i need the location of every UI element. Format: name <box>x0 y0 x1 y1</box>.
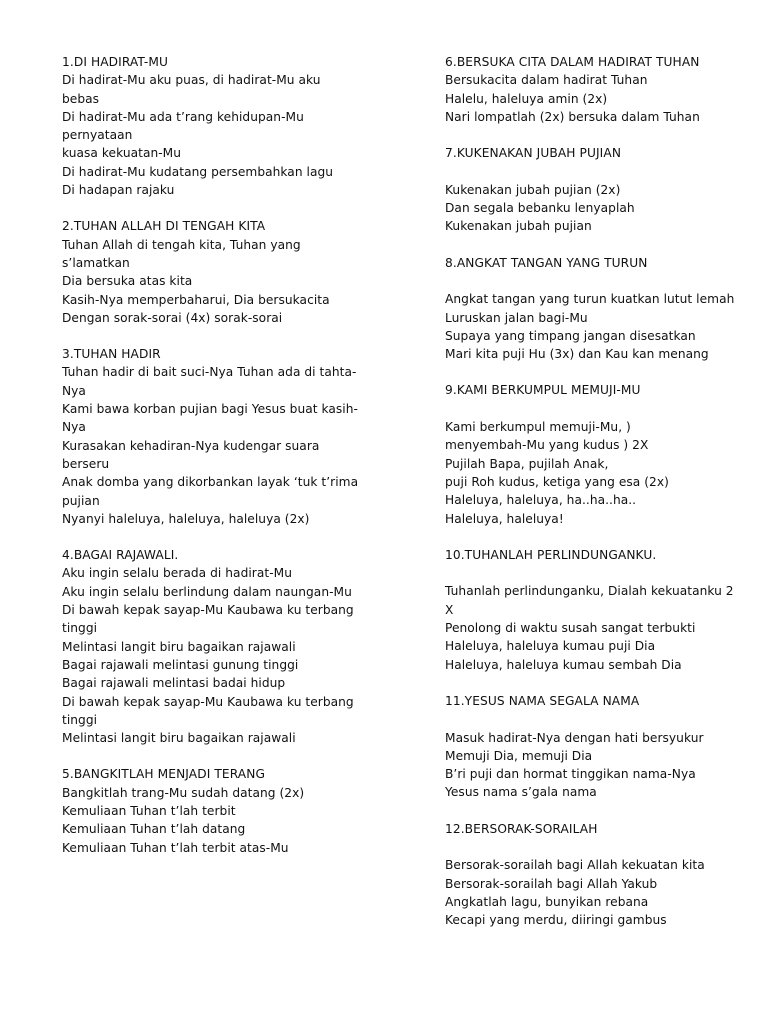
lyric-line: Di hadirat-Mu ada t’rang kehidupan-Mu <box>62 109 304 124</box>
lyric-line: Kemuliaan Tuhan t’lah terbit <box>62 803 236 818</box>
song-lyrics <box>62 71 382 199</box>
lyric-line: Haleluya, haleluya kumau puji Dia <box>445 639 656 654</box>
lyric-line: kuasa kekuatan-Mu <box>62 146 182 161</box>
song-title: 6.BERSUKA CITA DALAM HADIRAT TUHAN <box>445 55 700 69</box>
song-lyrics <box>62 236 382 327</box>
lyric-line: Kukenakan jubah pujian (2x) <box>445 182 621 197</box>
song-block <box>62 546 382 747</box>
song-title: 4.BAGAI RAJAWALI. <box>62 548 179 563</box>
song-title: 9.KAMI BERKUMPUL MEMUJI-MU <box>445 383 641 398</box>
song-title: 1.DI HADIRAT-MU <box>62 55 168 69</box>
lyric-line: X <box>445 602 454 617</box>
song-title: 3.TUHAN HADIR <box>62 347 161 362</box>
lyric-line: Tuhan hadir di bait suci-Nya Tuhan ada di tahta- <box>62 365 357 380</box>
song-lyrics <box>445 582 745 673</box>
song-title: 7.KUKENAKAN JUBAH PUJIAN <box>445 146 622 161</box>
song-block <box>62 765 382 856</box>
lyric-line: Kami berkumpul memuji-Mu, ) <box>445 420 631 435</box>
lyric-line: Penolong di waktu susah sangat terbukti <box>445 621 696 636</box>
lyric-line: Haleluya, haleluya! <box>445 511 564 526</box>
song-block <box>445 820 745 930</box>
lyric-line: Bangkitlah trang-Mu sudah datang (2x) <box>62 785 305 800</box>
song-lyrics <box>62 363 382 528</box>
lyric-line: Supaya yang timpang jangan disesatkan <box>445 328 696 343</box>
lyric-line: Tuhanlah perlindunganku, Dialah kekuatanku 2 <box>445 584 734 599</box>
song-block <box>445 53 745 126</box>
song-block <box>445 546 745 674</box>
lyric-line: Memuji Dia, memuji Dia <box>445 748 593 763</box>
song-block <box>445 692 745 802</box>
lyric-line: pujian <box>62 493 100 508</box>
song-title: 5.BANGKITLAH MENJADI TERANG <box>62 767 265 782</box>
lyric-line: Mari kita puji Hu (3x) dan Kau kan menang <box>445 347 709 362</box>
song-title: 8.ANGKAT TANGAN YANG TURUN <box>445 255 648 270</box>
lyric-line: Kami bawa korban pujian bagi Yesus buat kasih- <box>62 402 358 417</box>
song-title: 10.TUHANLAH PERLINDUNGANKU. <box>445 547 657 562</box>
song-lyrics <box>62 564 382 747</box>
lyric-line: Di hadapan rajaku <box>62 183 175 198</box>
lyric-line: bebas <box>62 91 100 106</box>
lyric-line: Aku ingin selalu berada di hadirat-Mu <box>62 566 292 581</box>
lyric-line: pernyataan <box>62 128 133 143</box>
song-lyrics <box>445 71 745 126</box>
lyric-line: Kurasakan kehadiran-Nya kudengar suara <box>62 438 320 453</box>
song-block <box>445 381 745 527</box>
song-title: 12.BERSORAK-SORAILAH <box>445 821 598 836</box>
lyric-line: Bagai rajawali melintasi badai hidup <box>62 676 286 691</box>
lyric-line: tinggi <box>62 712 98 727</box>
lyric-line: Angkat tangan yang turun kuatkan lutut lemah <box>445 292 735 307</box>
left-column <box>62 53 382 875</box>
song-lyrics <box>445 418 745 528</box>
lyric-line: Masuk hadirat-Nya dengan hati bersyukur <box>445 730 704 745</box>
lyric-line: Kemuliaan Tuhan t’lah datang <box>62 822 246 837</box>
lyric-line: Dia bersuka atas kita <box>62 274 193 289</box>
song-block <box>62 53 382 199</box>
song-title: 11.YESUS NAMA SEGALA NAMA <box>445 693 640 708</box>
lyric-line: Anak domba yang dikorbankan layak ‘tuk t’rima <box>62 475 359 490</box>
lyric-line: Bagai rajawali melintasi gunung tinggi <box>62 657 299 672</box>
song-block <box>445 144 745 235</box>
song-lyrics <box>445 181 745 236</box>
lyric-line: Kukenakan jubah pujian <box>445 219 592 234</box>
song-block <box>62 217 382 327</box>
lyric-line: Halelu, haleluya amin (2x) <box>445 91 608 106</box>
song-lyrics <box>62 784 382 857</box>
lyric-line: Pujilah Bapa, pujilah Anak, <box>445 456 609 471</box>
lyric-line: s’lamatkan <box>62 255 130 270</box>
lyric-line: Kemuliaan Tuhan t’lah terbit atas-Mu <box>62 840 289 855</box>
song-lyrics <box>445 729 745 802</box>
lyric-line: puji Roh kudus, ketiga yang esa (2x) <box>445 474 669 489</box>
lyric-line: Melintasi langit biru bagaikan rajawali <box>62 731 296 746</box>
lyric-line: Angkatlah lagu, bunyikan rebana <box>445 894 649 909</box>
right-column <box>445 53 745 947</box>
lyric-line: Di hadirat-Mu aku puas, di hadirat-Mu aku <box>62 73 321 88</box>
lyric-line: Haleluya, haleluya, ha..ha..ha.. <box>445 493 637 508</box>
lyric-line: Nya <box>62 420 86 435</box>
lyric-line: Nyanyi haleluya, haleluya, haleluya (2x) <box>62 511 310 526</box>
song-lyrics <box>445 290 745 363</box>
lyric-line: B’ri puji dan hormat tinggikan nama-Nya <box>445 767 696 782</box>
lyric-line: Aku ingin selalu berlindung dalam naungan-Mu <box>62 584 352 599</box>
lyric-line: Haleluya, haleluya kumau sembah Dia <box>445 657 682 672</box>
lyric-line: Di bawah kepak sayap-Mu Kaubawa ku terbang <box>62 603 354 618</box>
lyric-line: Luruskan jalan bagi-Mu <box>445 310 588 325</box>
lyric-line: Bersukacita dalam hadirat Tuhan <box>445 73 648 88</box>
lyric-line: Dan segala bebanku lenyaplah <box>445 201 635 216</box>
lyric-line: Di bawah kepak sayap-Mu Kaubawa ku terbang <box>62 694 354 709</box>
lyric-line: Nya <box>62 383 86 398</box>
lyric-line: tinggi <box>62 621 98 636</box>
lyric-line: Melintasi langit biru bagaikan rajawali <box>62 639 296 654</box>
lyric-line: menyembah-Mu yang kudus ) 2X <box>445 438 649 453</box>
song-title: 2.TUHAN ALLAH DI TENGAH KITA <box>62 219 266 234</box>
song-block <box>445 254 745 364</box>
lyric-line: Nari lompatlah (2x) bersuka dalam Tuhan <box>445 109 700 124</box>
lyric-line: Bersorak-sorailah bagi Allah kekuatan kita <box>445 858 705 873</box>
lyric-line: Kasih-Nya memperbaharui, Dia bersukacita <box>62 292 330 307</box>
song-block <box>62 345 382 528</box>
lyric-line: berseru <box>62 456 110 471</box>
lyric-line: Kecapi yang merdu, diiringi gambus <box>445 913 667 928</box>
lyric-line: Bersorak-sorailah bagi Allah Yakub <box>445 876 658 891</box>
lyric-line: Yesus nama s’gala nama <box>445 785 597 800</box>
song-lyrics <box>445 856 745 929</box>
lyric-line: Dengan sorak-sorai (4x) sorak-sorai <box>62 310 283 325</box>
lyric-line: Tuhan Allah di tengah kita, Tuhan yang <box>62 237 301 252</box>
lyric-line: Di hadirat-Mu kudatang persembahkan lagu <box>62 164 334 179</box>
